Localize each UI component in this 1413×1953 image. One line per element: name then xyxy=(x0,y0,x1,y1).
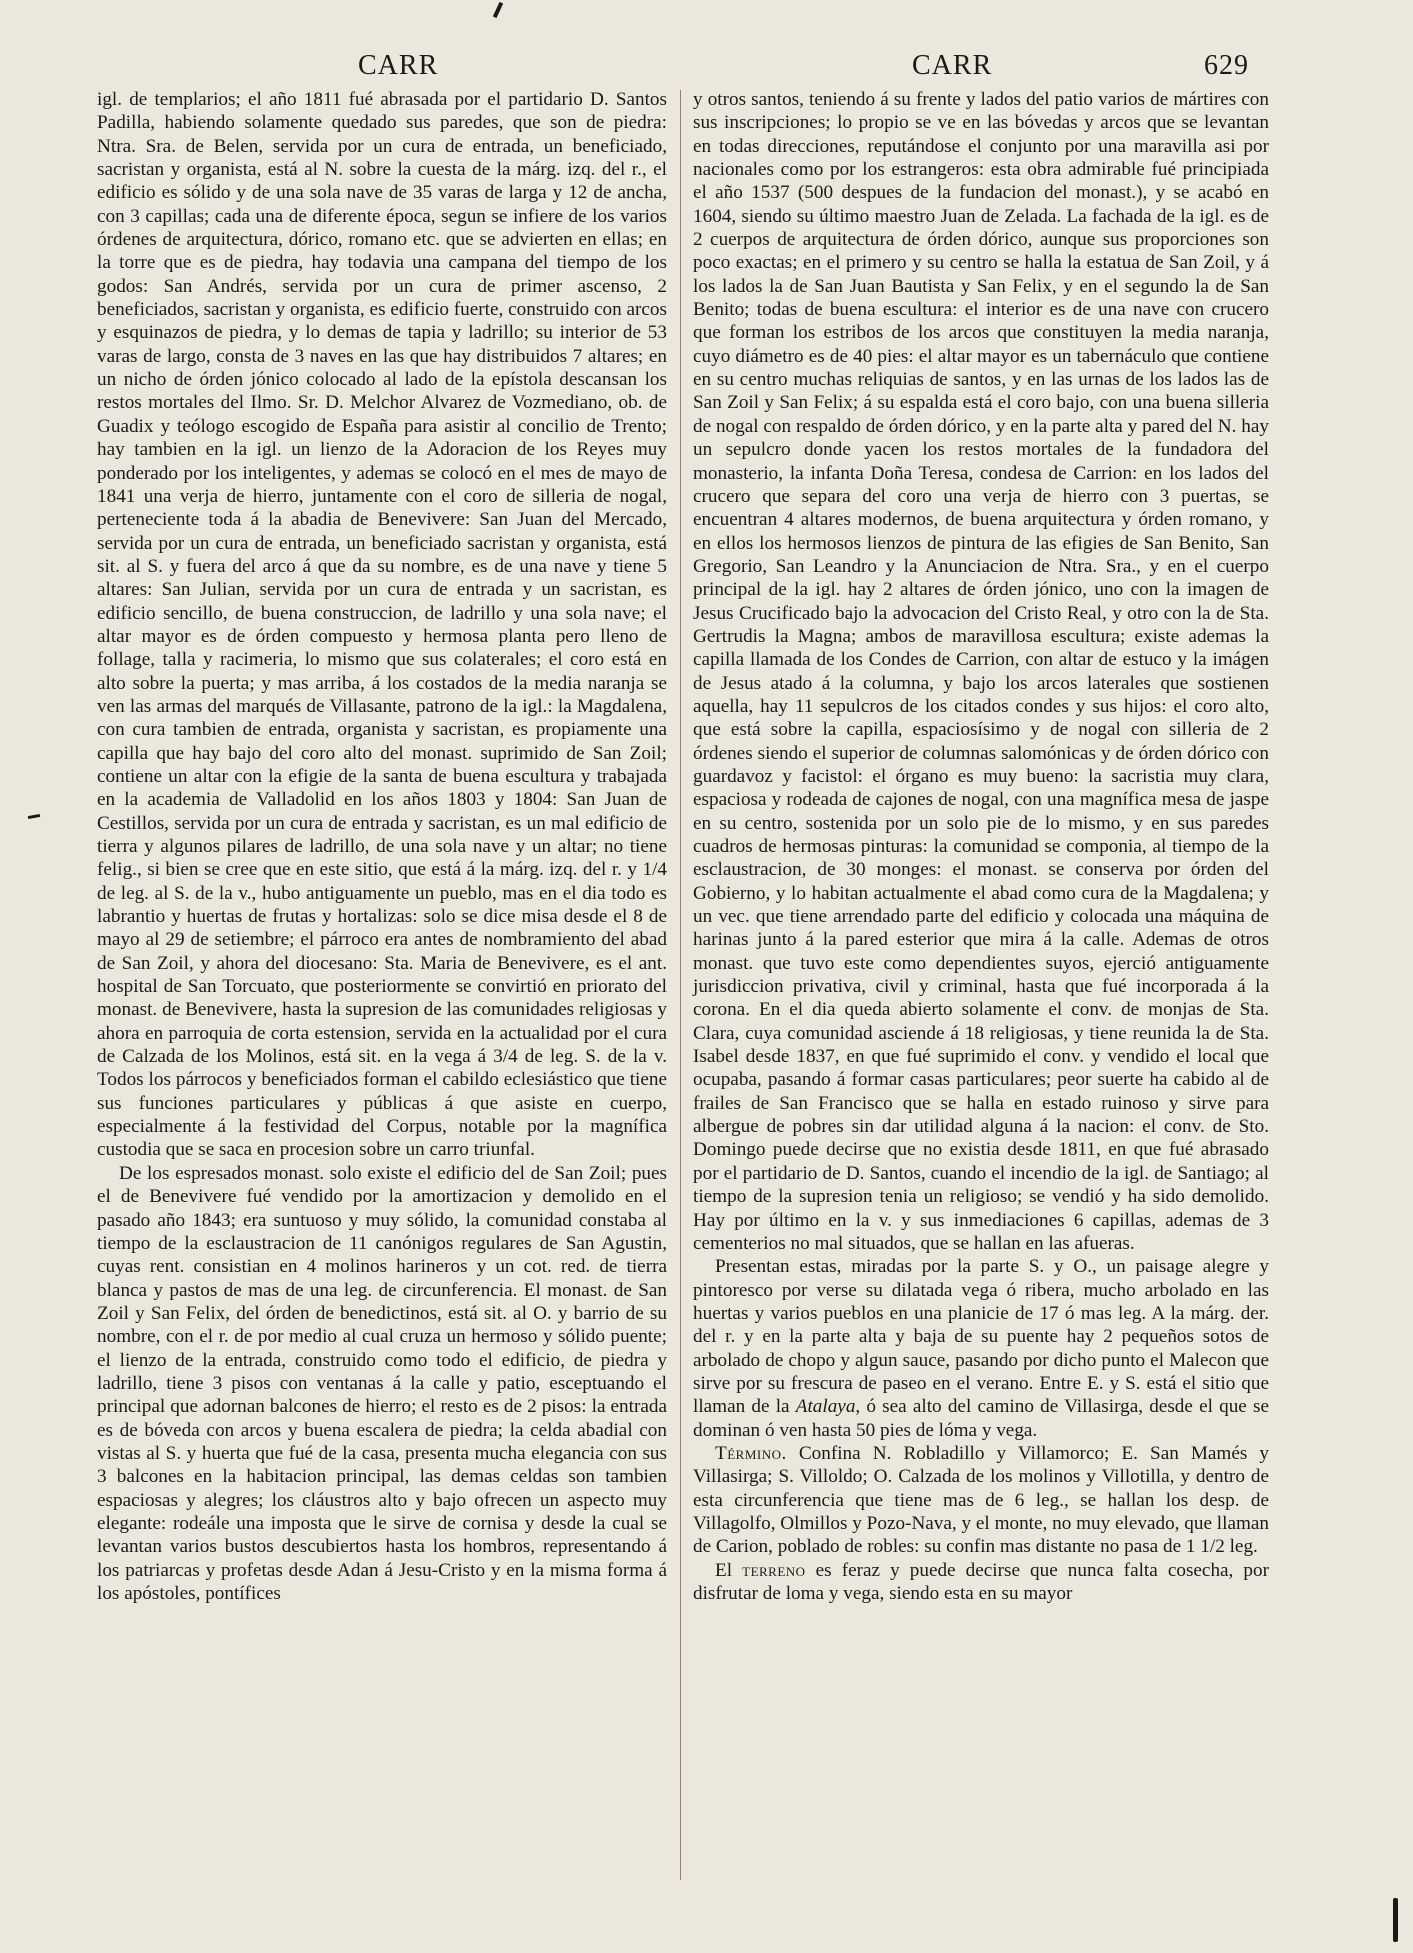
terreno-prefix: El xyxy=(715,1559,743,1581)
left-column xyxy=(97,88,667,1605)
running-header xyxy=(0,50,1413,90)
ink-stroke-top xyxy=(493,2,503,18)
column-divider xyxy=(680,90,681,1880)
page-number: 629 xyxy=(1204,50,1249,81)
terreno-heading: terreno xyxy=(742,1559,806,1581)
termino-text: Confina N. Robladillo y Villamorco; E. San Mamés y Villasirga; S. Villoldo; O. Calzada de los molinos y Villotilla, y dentro de esta circunferencia que tiene mas de 6 leg., se hallan los desp. de Villagolfo, Olmillos y Pozo-Nava, y el monte, no muy elevado, que llaman de Carion, poblado de robles: su confin mas distante no pasa de 1 1/2 leg. xyxy=(693,1442,1269,1558)
right-paragraph-2 xyxy=(693,1255,1269,1442)
right-paragraph-termino xyxy=(693,1442,1269,1559)
termino-heading: Término. xyxy=(715,1442,787,1464)
header-left-title: CARR xyxy=(358,50,439,81)
left-paragraph-1: igl. de templarios; el año 1811 fué abrasada por el partidario D. Santos Padilla, habiendo solamente quedado sus paredes, que son de piedra: Ntra. Sra. de Belen, servida por un cura de entrada, un beneficiado, sacristan y organista, está al N. sobre la cuesta de la márg. izq. del r., el edificio es sólido y de una sola nave de 35 varas de larga y 12 de ancha, con 3 capillas; cada una de diferente época, segun se infiere de los varios órdenes de arquitectura, dórico, romano etc. que se advierten en ellas; en la torre que es de piedra, hay todavia una campana del tiempo de los godos: San Andrés, servida por un cura de primer ascenso, 2 beneficiados, sacristan y organista, es edificio fuerte, construido con arcos y esquinazos de piedra, y lo demas de tapia y ladrillo; su interior de 53 varas de largo, consta de 3 naves en las que hay distribuidos 7 altares; en un nicho de órden jónico colocado al lado de la epístola descansan los restos mortales del Ilmo. Sr. D. Melchor Alvarez de Vozmediano, ob. de Guadix y teólogo escogido de España para asistir al concilio de Trento; hay tambien en la igl. un lienzo de la Adoracion de los Reyes muy ponderado por los inteligentes, y ademas se colocó en el mes de mayo de 1841 una verja de hierro, juntamente con el coro de silleria de nogal, perteneciente toda á la abadia de Benevivere: San Juan del Mercado, servida por un cura de entrada, un beneficiado sacristan y organista, está sit. al S. y fuera del arco á que da su nombre, es de una nave y tiene 5 altares: San Julian, servida por un cura de entrada y un sacristan, es edificio sencillo, de buena construccion, de ladrillo y una sola nave; el altar mayor es de órden compuesto y hermosa planta pero lleno de follage, talla y racimeria, lo mismo que sus colaterales; el coro está en alto sobre la puerta; y mas arriba, á los costados de la media naranja se ven las armas del marqués de Villasante, patrono de la igl.: la Magdalena, con cura tambien de entrada, organista y sacristan, es propiamente una capilla que hay bajo del coro alto del monast. suprimido de San Zoil; contiene un altar con la efigie de la santa de buena escultura y trabajada en la academia de Valladolid en los años 1803 y 1804: San Juan de Cestillos, servida por un cura de entrada y sacristan, es un mal edificio de tierra y algunos pilares de ladrillo, de una sola nave y un altar; no tiene felig., si bien se cree que en este sitio, que está á la márg. izq. del r. y 1/4 de leg. al S. de la v., hubo antiguamente un pueblo, mas en el dia todo es labrantio y huertas de frutas y hortalizas: solo se dice misa desde el 8 de mayo al 29 de setiembre; el párroco era antes de nombramiento del abad de San Zoil, y ahora del diocesano: Sta. Maria de Benevivere, es el ant. hospital de San Torcuato, que posteriormente se convirtió en priorato del monast. de Benevivere, hasta la supresion de las comunidades religiosas y ahora en parroquia de corta estension, servida en la actualidad por el cura de Calzada de los Molinos, está sit. en la vega á 3/4 de leg. S. de la v. Todos los párrocos y beneficiados forman el cabildo eclesiástico que tiene sus funciones particulares y públicas á que asiste en cuerpo, especialmente á la festividad del Corpus, notable por la magnífica custodia que se saca en procesion sobre un carro triunfal. xyxy=(97,89,667,1161)
right-paragraph-terreno xyxy=(693,1559,1269,1606)
terreno-text: es feraz y puede decirse que nunca falta cosecha, por disfrutar de loma y vega, siendo esta en su mayor xyxy=(693,1559,1269,1604)
left-paragraph-2: De los espresados monast. solo existe el edificio del de San Zoil; pues el de Benevivere fué vendido por la amortizacion y demolido en el pasado año 1843; era suntuoso y muy sólido, la comunidad constaba al tiempo de la esclaustracion de 11 canónigos regulares de San Agustin, cuyas rent. consistian en 4 molinos harineros y un cot. red. de tierra blanca y pastos de mas de una leg. de circunferencia. El monast. de San Zoil y San Felix, del órden de benedictinos, está sit. al O. y barrio de su nombre, con el r. de por medio al cual cruza un hermoso y sólido puente; el lienzo de la entrada, construido como todo el edificio, de piedra y ladrillo, tiene 3 pisos con ventanas á la calle y patio, esceptuando el principal que adornan balcones de hierro; el resto es de 2 pisos: la entrada es de bóveda con arcos y buena escalera de piedra; la celda abadial con vistas al S. y huerta que fué de la casa, presenta mucha elegancia con sus 3 balcones en la habitacion principal, las demas celdas son tambien espaciosas y alegres; los cláustros alto y bajo ofrecen un aspecto muy elegante: rodeále una imposta que le sirve de cornisa y desde la cual se levantan varios bustos descubiertos hasta los hombros, representando á los patriarcas y profetas desde Adan á Jesu-Cristo y en la misma forma á los apóstoles, pontífices xyxy=(97,1162,667,1604)
header-right-title: CARR xyxy=(912,50,993,81)
ink-speck-left xyxy=(28,814,40,819)
ink-stroke-bottom-right xyxy=(1393,1898,1398,1942)
paisage-text-b: , ó sea alto del camino de Villasirga, desde el que se dominan ó ven hasta 50 pies de lóma y vega. xyxy=(693,1396,1269,1441)
right-column xyxy=(693,88,1269,1605)
atalaya-term: Atalaya xyxy=(795,1396,856,1418)
paisage-text-a: Presentan estas, miradas por la parte S. y O., un paisage alegre y pintoresco por verse su dilatada vega ó ribera, mucho arbolado en las huertas y varios pueblos en una planicie de 17 ó mas leg. A la márg. der. del r. y en la parte alta y baja de su puente hay 2 pequeños sotos de arbolado de chopo y algun sauce, pasando por dicho punto el Malecon que sirve por su frescura de paseo en el verano. Entre E. y S. está el sitio que llaman de la xyxy=(693,1256,1269,1418)
right-paragraph-1: y otros santos, teniendo á su frente y lados del patio varios de mártires con sus inscripciones; lo propio se ve en las bóvedas y arcos que se levantan en todas direcciones, reputándose el conjunto por una maravilla asi por nacionales como por los estrangeros: esta obra admirable fué principiada el año 1537 (500 despues de la fundacion del monast.), y se acabó en 1604, siendo su último maestro Juan de Zelada. La fachada de la igl. es de 2 cuerpos de arquitectura de órden dórico, aunque sus proporciones son poco exactas; en el primero y su centro se halla la estatua de San Zoil, y á los lados la de San Juan Bautista y San Felix, y en el segundo la de San Benito; todas de buena escultura: el interior es de una nave con crucero que forman los estribos de los arcos que constituyen la media naranja, cuyo diámetro es de 40 pies: el altar mayor es un tabernáculo que contiene en su centro muchas reliquias de santos, y en las urnas de los lados las de San Zoil y San Felix; á su espalda está el coro bajo, con una buena silleria de nogal con respaldo de órden dórico, y en la parte alta y pared del N. hay un sepulcro donde yacen los restos mortales de la fundadora del monasterio, la infanta Doña Teresa, condesa de Carrion: en los lados del crucero que separa del coro una verja de hierro con 3 puertas, se encuentran 4 altares modernos, de buena arquitectura y órden romano, y en ellos los hermosos lienzos de pintura de las efigies de San Benito, San Gregorio, San Leandro y la Anunciacion de Ntra. Sra., y en el cuerpo principal de la igl. hay 2 altares de órden jónico, uno con la imagen de Jesus Crucificado bajo la advocacion del Cristo Real, y otro con la de Sta. Gertrudis la Magna; ambos de maravillosa escultura; existe ademas la capilla llamada de los Condes de Carrion, con altar de estuco y la imágen de Jesus atado á la columna, y bajo los arcos laterales que sostienen aquella, hay 11 sepulcros de los citados condes y sus hijos: el coro alto, que está sobre la capilla, espaciosísimo y de nogal con silleria de 2 órdenes siendo el superior de columnas salomónicas y de órden dórico con guardavoz y facistol: el órgano es muy bueno: la sacristia muy clara, espaciosa y rodeada de cajones de nogal, con una magnífica mesa de jaspe en su centro, sostenida por un solo pie de lo mismo, y en sus paredes cuadros de hermosas pinturas: la comunidad se componia, al tiempo de la esclaustracion, de 30 monges: el monast. se conserva por órden del Gobierno, y lo habitan actualmente el abad como cura de la Magdalena; y un vec. que tiene arrendado parte del edificio y colocada una máquina de harinas junto á la pared esterior que mira á la calle. Ademas de otros monast. que tuvo este como dependientes suyos, ejerció antiguamente jurisdiccion privativa, civil y criminal, hasta que fué incorporada á la corona. En el dia queda abierto solamente el conv. de monjas de Sta. Clara, cuya comunidad asciende á 18 religiosas, y tiene reunida la de Sta. Isabel desde 1837, en que fué suprimido el conv. y vendido el local que ocupaba, pasando á formar casas particulares; peor suerte ha cabido al de frailes de San Francisco que se halla en estado ruinoso y sirve para albergue de pobres sin dar utilidad alguna á la nacion: el conv. de Sto. Domingo puede decirse que no existia desde 1811, en que fué abrasado por el partidario de D. Santos, cuando el incendio de la igl. de Santiago; al tiempo de la supresion tenia un religioso; se vendió y ha sido demolido. Hay por último en la v. y sus inmediaciones 6 capillas, ademas de 3 cementerios no mal situados, que se hallan en las afueras. xyxy=(693,89,1269,1254)
